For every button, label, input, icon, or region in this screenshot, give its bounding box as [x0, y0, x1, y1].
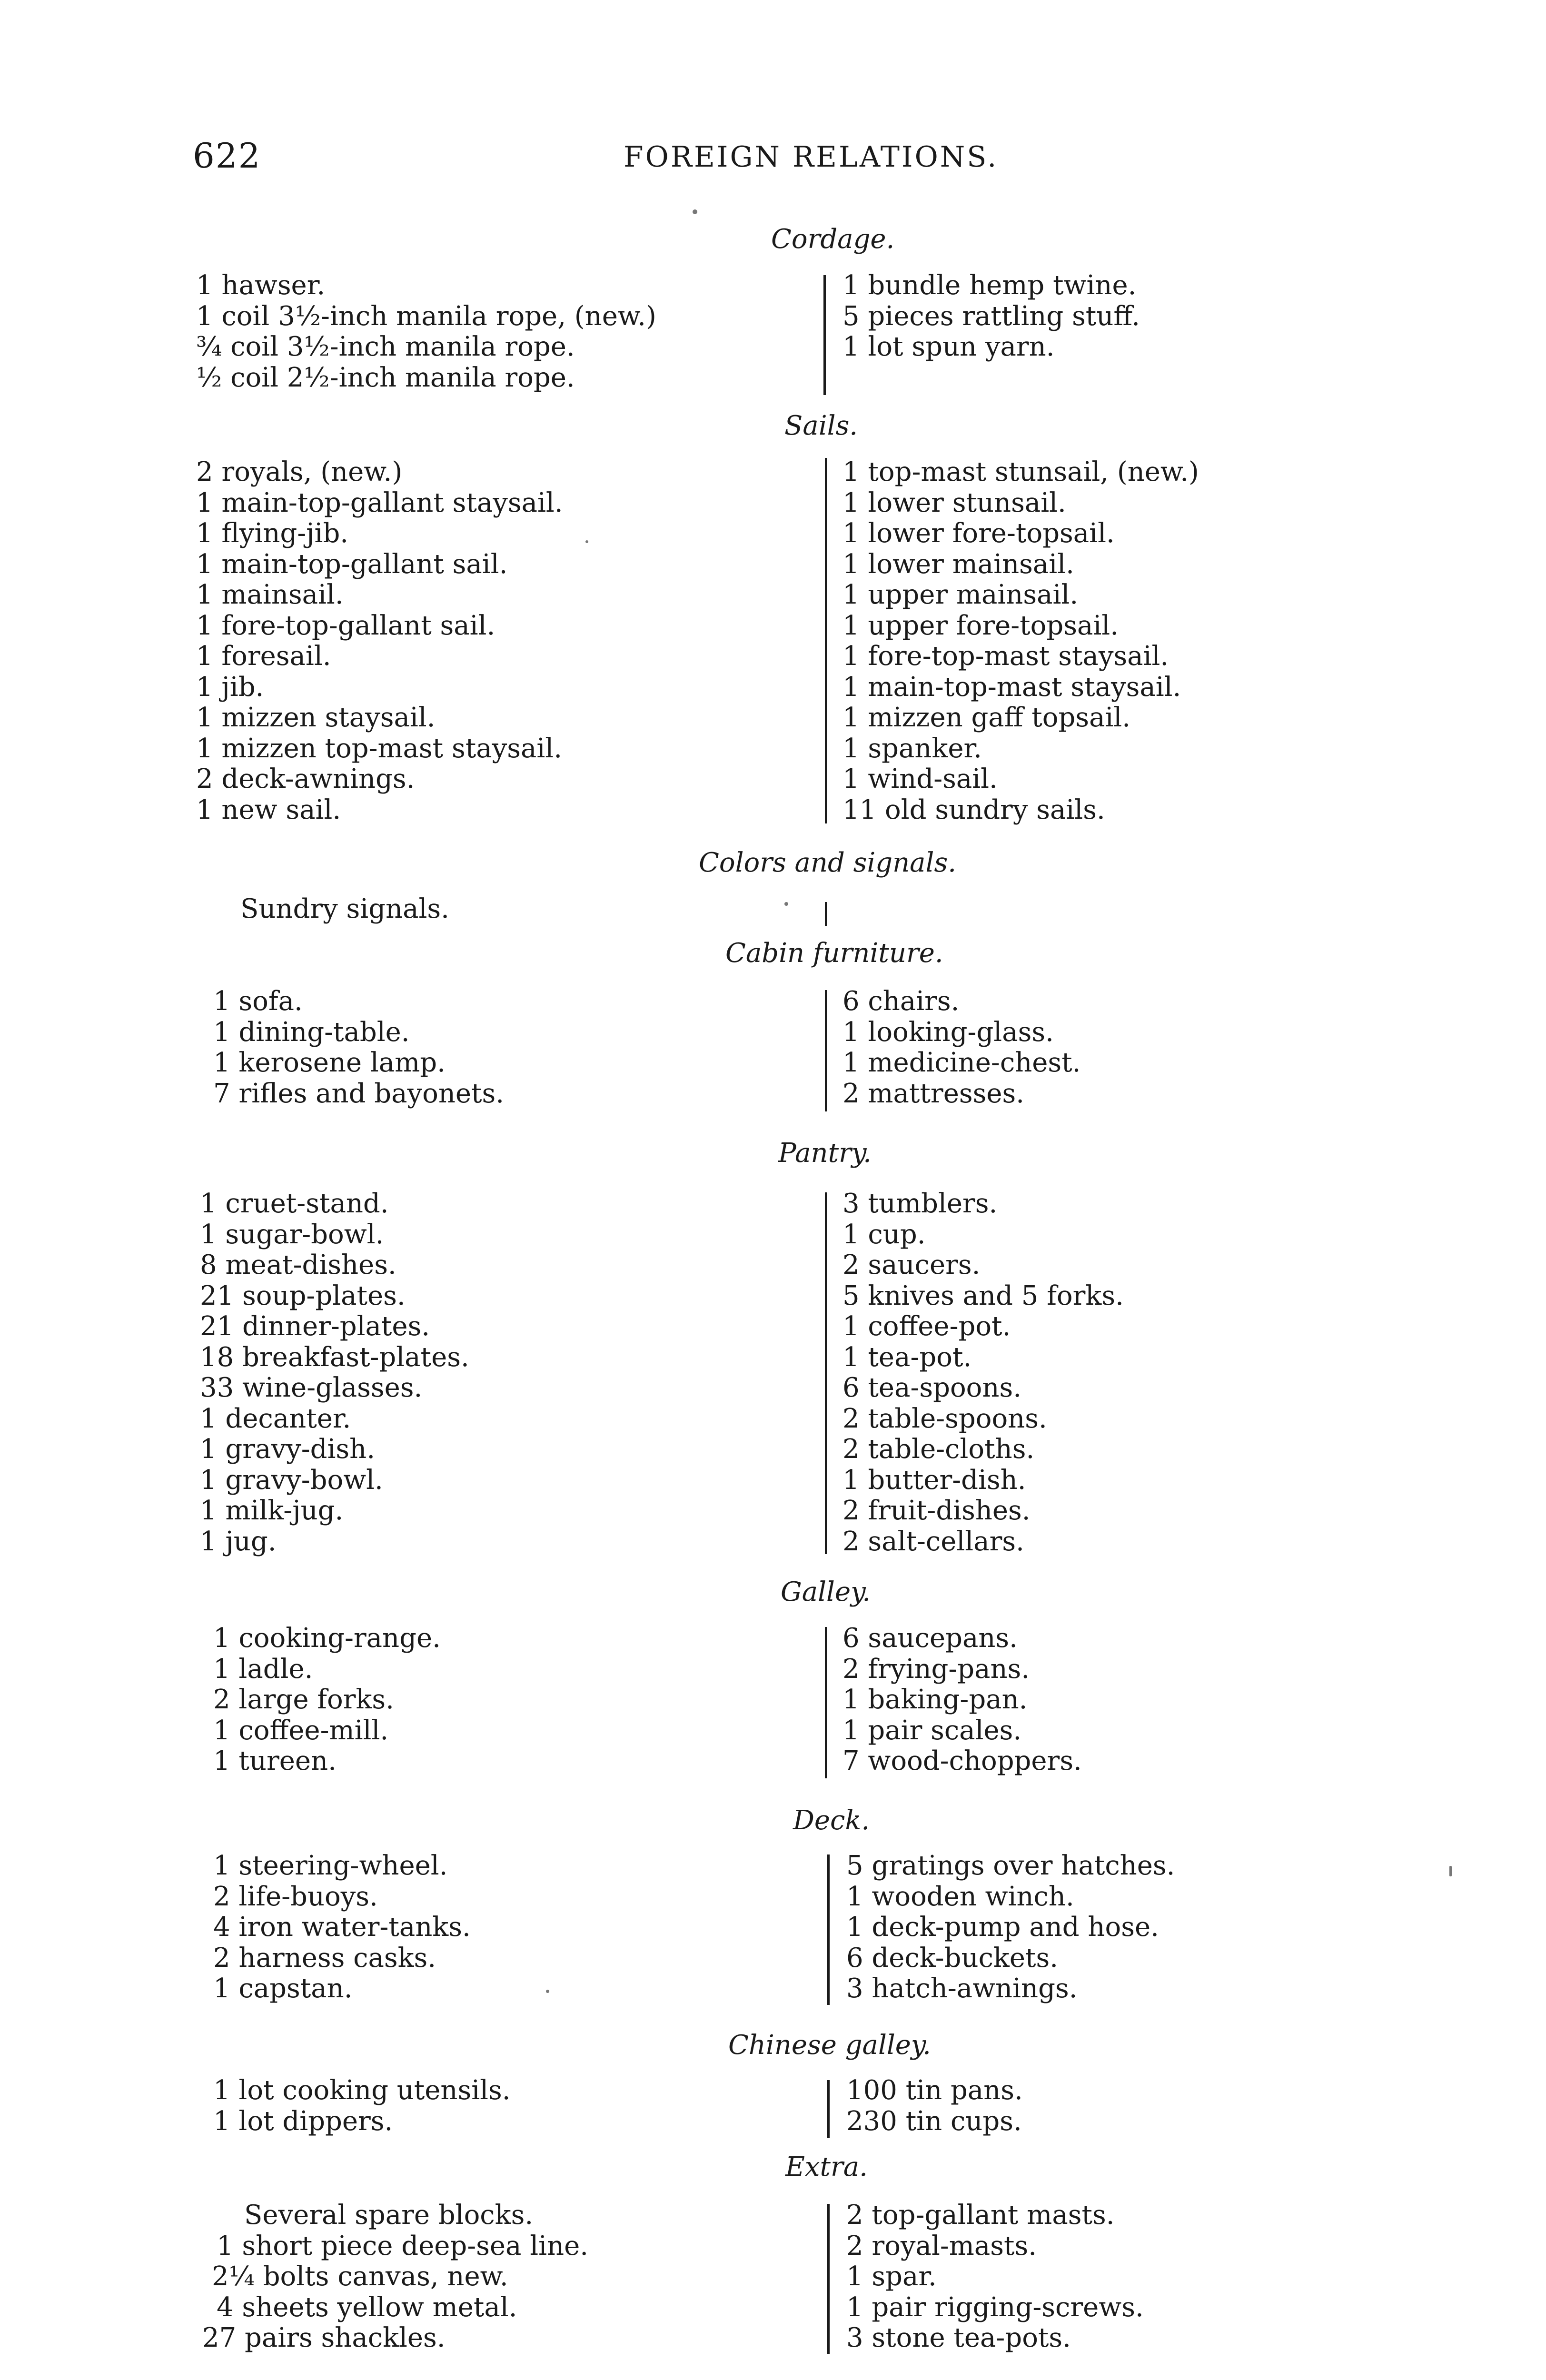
- list-item: 1 upper fore-topsail.: [842, 610, 1119, 641]
- list-item: 2 large forks.: [213, 1684, 394, 1715]
- list-item: ½ coil 2½-inch manila rope.: [196, 362, 575, 393]
- column-rule: [825, 458, 827, 823]
- list-item: 2¼ bolts canvas, new.: [212, 2261, 508, 2292]
- list-item: 1 lot spun yarn.: [842, 331, 1055, 362]
- chinese-galley-left-list: [213, 2075, 511, 2137]
- section-heading-cordage: Cordage.: [771, 224, 895, 255]
- galley-right-list: [842, 1623, 1082, 1777]
- list-item: 2 royals, (new.): [196, 456, 403, 487]
- deck-left-list: [213, 1851, 471, 2004]
- list-item: 1 foresail.: [196, 641, 331, 672]
- list-item: 1 spanker.: [842, 733, 982, 764]
- list-item: 5 pieces rattling stuff.: [842, 300, 1140, 332]
- list-item: 4 sheets yellow metal.: [217, 2291, 517, 2323]
- list-item: 1 pair scales.: [842, 1715, 1022, 1746]
- sails-right-list: [842, 457, 1199, 825]
- list-item: 1 ladle.: [213, 1653, 313, 1685]
- list-item: 1 new sail.: [196, 794, 341, 825]
- list-item: 2 salt-cellars.: [842, 1526, 1024, 1557]
- column-rule: [827, 1854, 830, 2005]
- chinese-galley-right-list: [846, 2075, 1023, 2137]
- list-item: 1 main-top-mast staysail.: [842, 671, 1181, 703]
- list-item: 1 sugar-bowl.: [200, 1219, 384, 1250]
- list-item: Sundry signals.: [240, 893, 449, 924]
- list-item: 1 deck-pump and hose.: [846, 1912, 1159, 1943]
- print-speck: [546, 1990, 549, 1993]
- list-item: 1 tureen.: [213, 1745, 337, 1776]
- list-item: 11 old sundry sails.: [842, 794, 1105, 825]
- print-speck: [585, 540, 588, 543]
- list-item: 2 fruit-dishes.: [842, 1495, 1031, 1526]
- print-speck: [784, 902, 788, 906]
- cordage-right-list: [842, 270, 1140, 363]
- print-speck: [1449, 1866, 1452, 1876]
- list-item: 8 meat-dishes.: [200, 1250, 396, 1280]
- list-item: 1 looking-glass.: [842, 1016, 1054, 1048]
- list-item: 2 saucers.: [842, 1250, 981, 1280]
- sails-left-list: [196, 457, 563, 825]
- list-item: 1 lower mainsail.: [842, 548, 1074, 580]
- list-item: 1 hawser.: [196, 270, 326, 301]
- list-item: 1 main-top-gallant sail.: [196, 548, 508, 580]
- list-item: 1 coil 3½-inch manila rope, (new.): [196, 300, 656, 332]
- list-item: 1 kerosene lamp.: [213, 1047, 446, 1078]
- list-item: 1 cruet-stand.: [200, 1188, 389, 1219]
- list-item: 1 coffee-mill.: [213, 1715, 389, 1746]
- list-item: 1 lot dippers.: [213, 2105, 393, 2137]
- list-item: 1 wind-sail.: [842, 764, 998, 794]
- list-item: 1 lower fore-topsail.: [842, 518, 1115, 549]
- list-item: 3 stone tea-pots.: [846, 2322, 1071, 2353]
- list-item: 1 cup.: [842, 1219, 926, 1250]
- list-item: 2 table-spoons.: [842, 1403, 1047, 1434]
- section-heading-galley: Galley.: [781, 1577, 871, 1607]
- list-item: 1 medicine-chest.: [842, 1047, 1081, 1078]
- list-item: 1 main-top-gallant staysail.: [196, 487, 563, 518]
- list-item: 4 iron water-tanks.: [213, 1912, 471, 1943]
- list-item: 5 gratings over hatches.: [846, 1850, 1175, 1881]
- list-item: 2 table-cloths.: [842, 1434, 1035, 1465]
- list-item: 7 wood-choppers.: [842, 1745, 1082, 1776]
- column-rule: [823, 275, 826, 395]
- pantry-right-list: [842, 1189, 1124, 1557]
- section-heading-sails: Sails.: [784, 410, 858, 441]
- list-item: 1 flying-jib.: [196, 518, 349, 549]
- list-item: 1 tea-pot.: [842, 1341, 972, 1373]
- pantry-left-list: [200, 1189, 469, 1557]
- galley-left-list: [213, 1623, 441, 1777]
- list-item: 1 pair rigging-screws.: [846, 2291, 1144, 2323]
- list-item: 2 royal-masts.: [846, 2230, 1037, 2261]
- list-item: 6 deck-buckets.: [846, 1942, 1059, 1973]
- list-item: 1 bundle hemp twine.: [842, 270, 1137, 301]
- list-item: 6 saucepans.: [842, 1623, 1018, 1654]
- list-item: 27 pairs shackles.: [202, 2322, 446, 2353]
- column-rule: [825, 1192, 827, 1554]
- list-item: 2 top-gallant masts.: [846, 2200, 1115, 2231]
- column-rule: [827, 2204, 830, 2354]
- list-item: 1 mizzen gaff topsail.: [842, 702, 1131, 733]
- list-item: 2 life-buoys.: [213, 1881, 378, 1912]
- list-item: 18 breakfast-plates.: [200, 1341, 469, 1373]
- extra-right-list: [846, 2200, 1144, 2354]
- section-heading-extra: Extra.: [785, 2152, 868, 2182]
- list-item: 6 chairs.: [842, 986, 960, 1017]
- list-item: 1 butter-dish.: [842, 1464, 1026, 1496]
- list-item: 2 mattresses.: [842, 1078, 1024, 1109]
- list-item: 1 mizzen top-mast staysail.: [196, 733, 562, 764]
- list-item: 1 baking-pan.: [842, 1684, 1028, 1715]
- list-item: 1 dining-table.: [213, 1016, 410, 1048]
- list-item: 1 top-mast stunsail, (new.): [842, 456, 1199, 487]
- list-item: 230 tin cups.: [846, 2105, 1022, 2137]
- list-item: 1 lot cooking utensils.: [213, 2075, 511, 2106]
- list-item: 1 cooking-range.: [213, 1623, 441, 1654]
- list-item: 1 sofa.: [213, 986, 303, 1017]
- list-item: 7 rifles and bayonets.: [213, 1078, 505, 1109]
- list-item: 1 fore-top-mast staysail.: [842, 641, 1169, 672]
- list-item: 100 tin pans.: [846, 2075, 1023, 2106]
- cordage-left-list: [196, 270, 656, 393]
- section-heading-colors-and-signals: Colors and signals.: [699, 847, 956, 878]
- list-item: 21 soup-plates.: [200, 1280, 406, 1311]
- print-speck: [693, 209, 697, 214]
- list-item: 33 wine-glasses.: [200, 1372, 423, 1403]
- section-heading-pantry: Pantry.: [778, 1138, 872, 1169]
- cabin-furniture-left-list: [213, 986, 504, 1109]
- colors-left-list: [240, 894, 449, 925]
- list-item: 3 hatch-awnings.: [846, 1973, 1078, 2004]
- list-item: 1 upper mainsail.: [842, 579, 1079, 610]
- list-item: 1 coffee-pot.: [842, 1311, 1011, 1342]
- list-item: 1 steering-wheel.: [213, 1850, 448, 1881]
- list-item: 1 gravy-dish.: [200, 1434, 375, 1465]
- column-rule: [827, 2080, 830, 2138]
- list-item: 1 gravy-bowl.: [200, 1464, 383, 1496]
- section-heading-deck: Deck.: [793, 1805, 870, 1836]
- running-title: FOREIGN RELATIONS.: [624, 140, 999, 174]
- list-item: 1 fore-top-gallant sail.: [196, 610, 496, 641]
- column-rule: [825, 1627, 827, 1778]
- list-item: 21 dinner-plates.: [200, 1311, 430, 1342]
- section-heading-cabin-furniture: Cabin furniture.: [725, 938, 943, 969]
- list-item: 3 tumblers.: [842, 1188, 998, 1219]
- deck-right-list: [846, 1851, 1175, 2004]
- extra-left-list: [202, 2200, 588, 2354]
- list-item: 1 mizzen staysail.: [196, 702, 436, 733]
- list-item: 5 knives and 5 forks.: [842, 1280, 1124, 1311]
- list-item: 1 mainsail.: [196, 579, 344, 610]
- list-item: 1 milk-jug.: [200, 1495, 344, 1526]
- list-item: Several spare blocks.: [244, 2200, 534, 2231]
- list-item: 1 capstan.: [213, 1973, 353, 2004]
- list-item: 1 wooden winch.: [846, 1881, 1074, 1912]
- list-item: 1 decanter.: [200, 1403, 351, 1434]
- list-item: 1 jib.: [196, 671, 264, 703]
- page-number: 622: [193, 136, 261, 176]
- list-item: 2 frying-pans.: [842, 1653, 1030, 1685]
- list-item: 1 short piece deep-sea line.: [217, 2230, 589, 2261]
- list-item: 6 tea-spoons.: [842, 1372, 1022, 1403]
- column-rule: [825, 902, 827, 926]
- list-item: 2 harness casks.: [213, 1942, 436, 1973]
- list-item: 1 jug.: [200, 1526, 277, 1557]
- column-rule: [825, 990, 827, 1111]
- list-item: 1 spar.: [846, 2261, 937, 2292]
- section-heading-chinese-galley: Chinese galley.: [728, 2030, 931, 2061]
- list-item: 2 deck-awnings.: [196, 764, 415, 794]
- list-item: 1 lower stunsail.: [842, 487, 1066, 518]
- cabin-furniture-right-list: [842, 986, 1080, 1109]
- list-item: ¾ coil 3½-inch manila rope.: [196, 331, 575, 362]
